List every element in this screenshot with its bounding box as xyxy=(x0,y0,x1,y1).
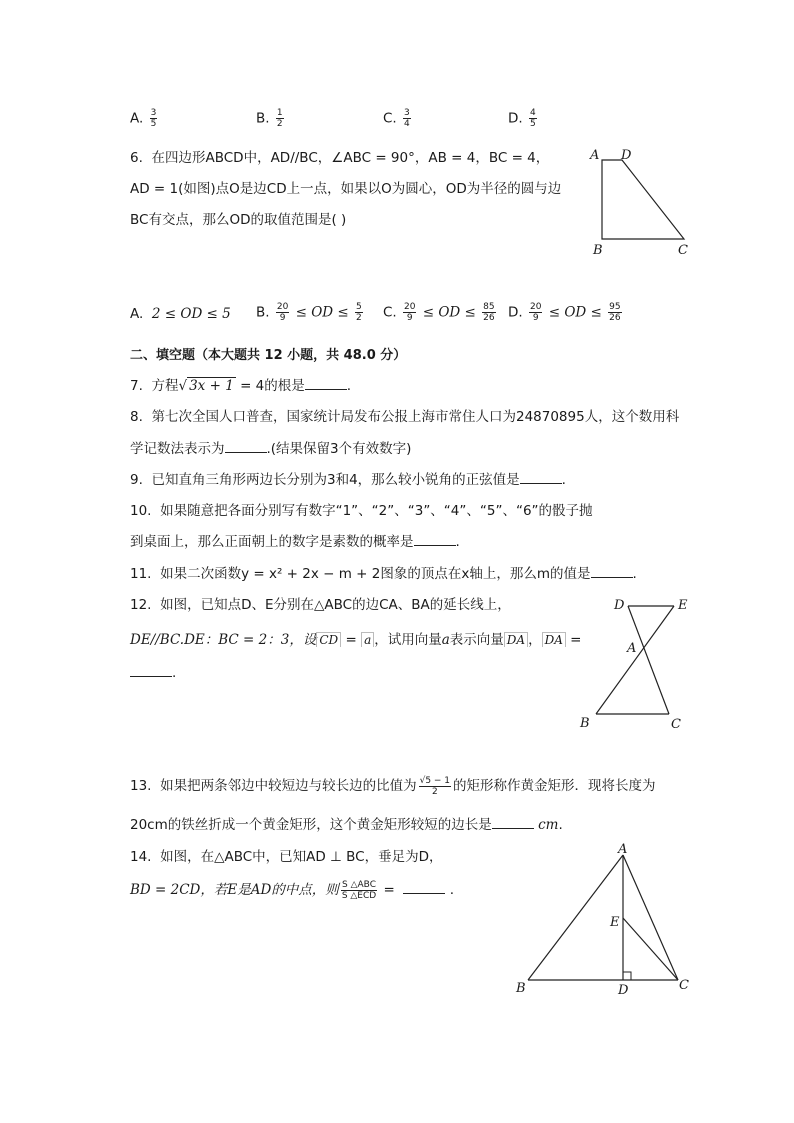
q14-line1: 14. 如图，在△ABC中，已知AD ⊥ BC，垂足为D， xyxy=(130,849,443,865)
q10-line2: 到桌面上，那么正面朝上的数字是素数的概率是 . xyxy=(130,534,460,550)
label-c: C xyxy=(679,978,689,993)
q6-trapezoid-figure xyxy=(588,144,698,259)
q6-option-d: D. $\frac{20}{9}$ ≤ OD ≤ $\frac{95}{26}$ xyxy=(508,302,621,323)
answer-blank xyxy=(520,471,562,484)
answer-blank xyxy=(414,533,456,546)
q6-line3: BC有交点，那么OD的取值范围是( ) xyxy=(130,212,347,228)
q12-line2: DE//BC.DE：BC = 2：3，设 CD = a ，试用向量a表示向量 DA ， DA = xyxy=(130,632,582,648)
label-d: D xyxy=(621,148,632,163)
q12-line1: 12. 如图，已知点D、E分别在△ABC的边CA、BA的延长线上， xyxy=(130,597,511,613)
q6-line2: AD = 1(如图)点O是边CD上一点，如果以O为圆心，OD为半径的圆与边 xyxy=(130,181,562,197)
label-e: E xyxy=(610,915,620,930)
section-title: 二、填空题（本大题共 12 小题，共 48.0 分） xyxy=(130,348,407,363)
label-a: A xyxy=(590,148,600,163)
label-b: B xyxy=(593,243,603,258)
q10-line1: 10. 如果随意把各面分别写有数字“1”、“2”、“3”、“4”、“5”、“6”的骰子抛 xyxy=(130,503,593,519)
q13-line2: 20cm的铁丝折成一个黄金矩形，这个黄金矩形较短的边长是 cm. xyxy=(130,817,563,833)
q5-option-d: D. $\frac{4}{5}$ xyxy=(508,108,536,129)
label-d: D xyxy=(614,598,625,613)
q5-option-a: A. $\frac{3}{5}$ xyxy=(130,108,157,129)
label-d: D xyxy=(618,983,629,998)
label-c: C xyxy=(671,717,681,732)
answer-blank xyxy=(225,440,267,453)
q5-option-c: C. $\frac{3}{4}$ xyxy=(383,108,410,129)
answer-blank xyxy=(305,377,347,390)
label-a: A xyxy=(618,842,628,857)
q9: 9. 已知直角三角形两边长分别为3和4，那么较小锐角的正弦值是 . xyxy=(130,472,566,488)
q6-option-c: C. $\frac{20}{9}$ ≤ OD ≤ $\frac{85}{26}$ xyxy=(383,302,495,323)
q13-line1: 13. 如果把两条邻边中较短边与较长边的比值为 $\frac{√5 - 1}{2}$ 的矩形称作黄金矩形．现将长度为 xyxy=(130,775,656,797)
trapezoid-shape xyxy=(602,160,684,239)
q6-option-b: B. $\frac{20}{9}$ ≤ OD ≤ $\frac{5}{2}$ xyxy=(256,302,362,323)
q7: 7. 方程√ 3x + 1 = 4的根是 . xyxy=(130,378,352,394)
q12-line3: . xyxy=(130,664,176,681)
label-b: B xyxy=(516,981,526,996)
q11: 11. 如果二次函数y = x² + 2x − m + 2图象的顶点在x轴上，那么m的值是 . xyxy=(130,566,637,582)
q6-line1: 6. 在四边形ABCD中，AD//BC，∠ABC = 90°，AB = 4，BC = 4， xyxy=(130,150,550,166)
answer-blank xyxy=(492,816,534,829)
label-e: E xyxy=(678,598,688,613)
answer-blank xyxy=(403,881,445,894)
answer-blank xyxy=(591,565,633,578)
q8-line1: 8. 第七次全国人口普查，国家统计局发布公报上海市常住人口为24870895人，这个数用科 xyxy=(130,409,680,425)
label-c: C xyxy=(678,243,688,258)
q6-option-a: A. 2 ≤ OD ≤ 5 xyxy=(130,306,231,322)
q12-hourglass-figure xyxy=(574,594,694,734)
label-b: B xyxy=(580,716,590,731)
label-a: A xyxy=(627,641,637,656)
q14-line2: BD = 2CD，若E是AD的中点，则 $\frac{\text{S △ABC}}{\text{S △ECD}}$ = . xyxy=(130,879,455,901)
q14-triangle-figure xyxy=(512,842,702,998)
q5-option-b: B. $\frac{1}{2}$ xyxy=(256,108,283,129)
answer-blank xyxy=(130,664,172,677)
q8-line2: 学记数法表示为 .(结果保留3个有效数字) xyxy=(130,441,412,457)
